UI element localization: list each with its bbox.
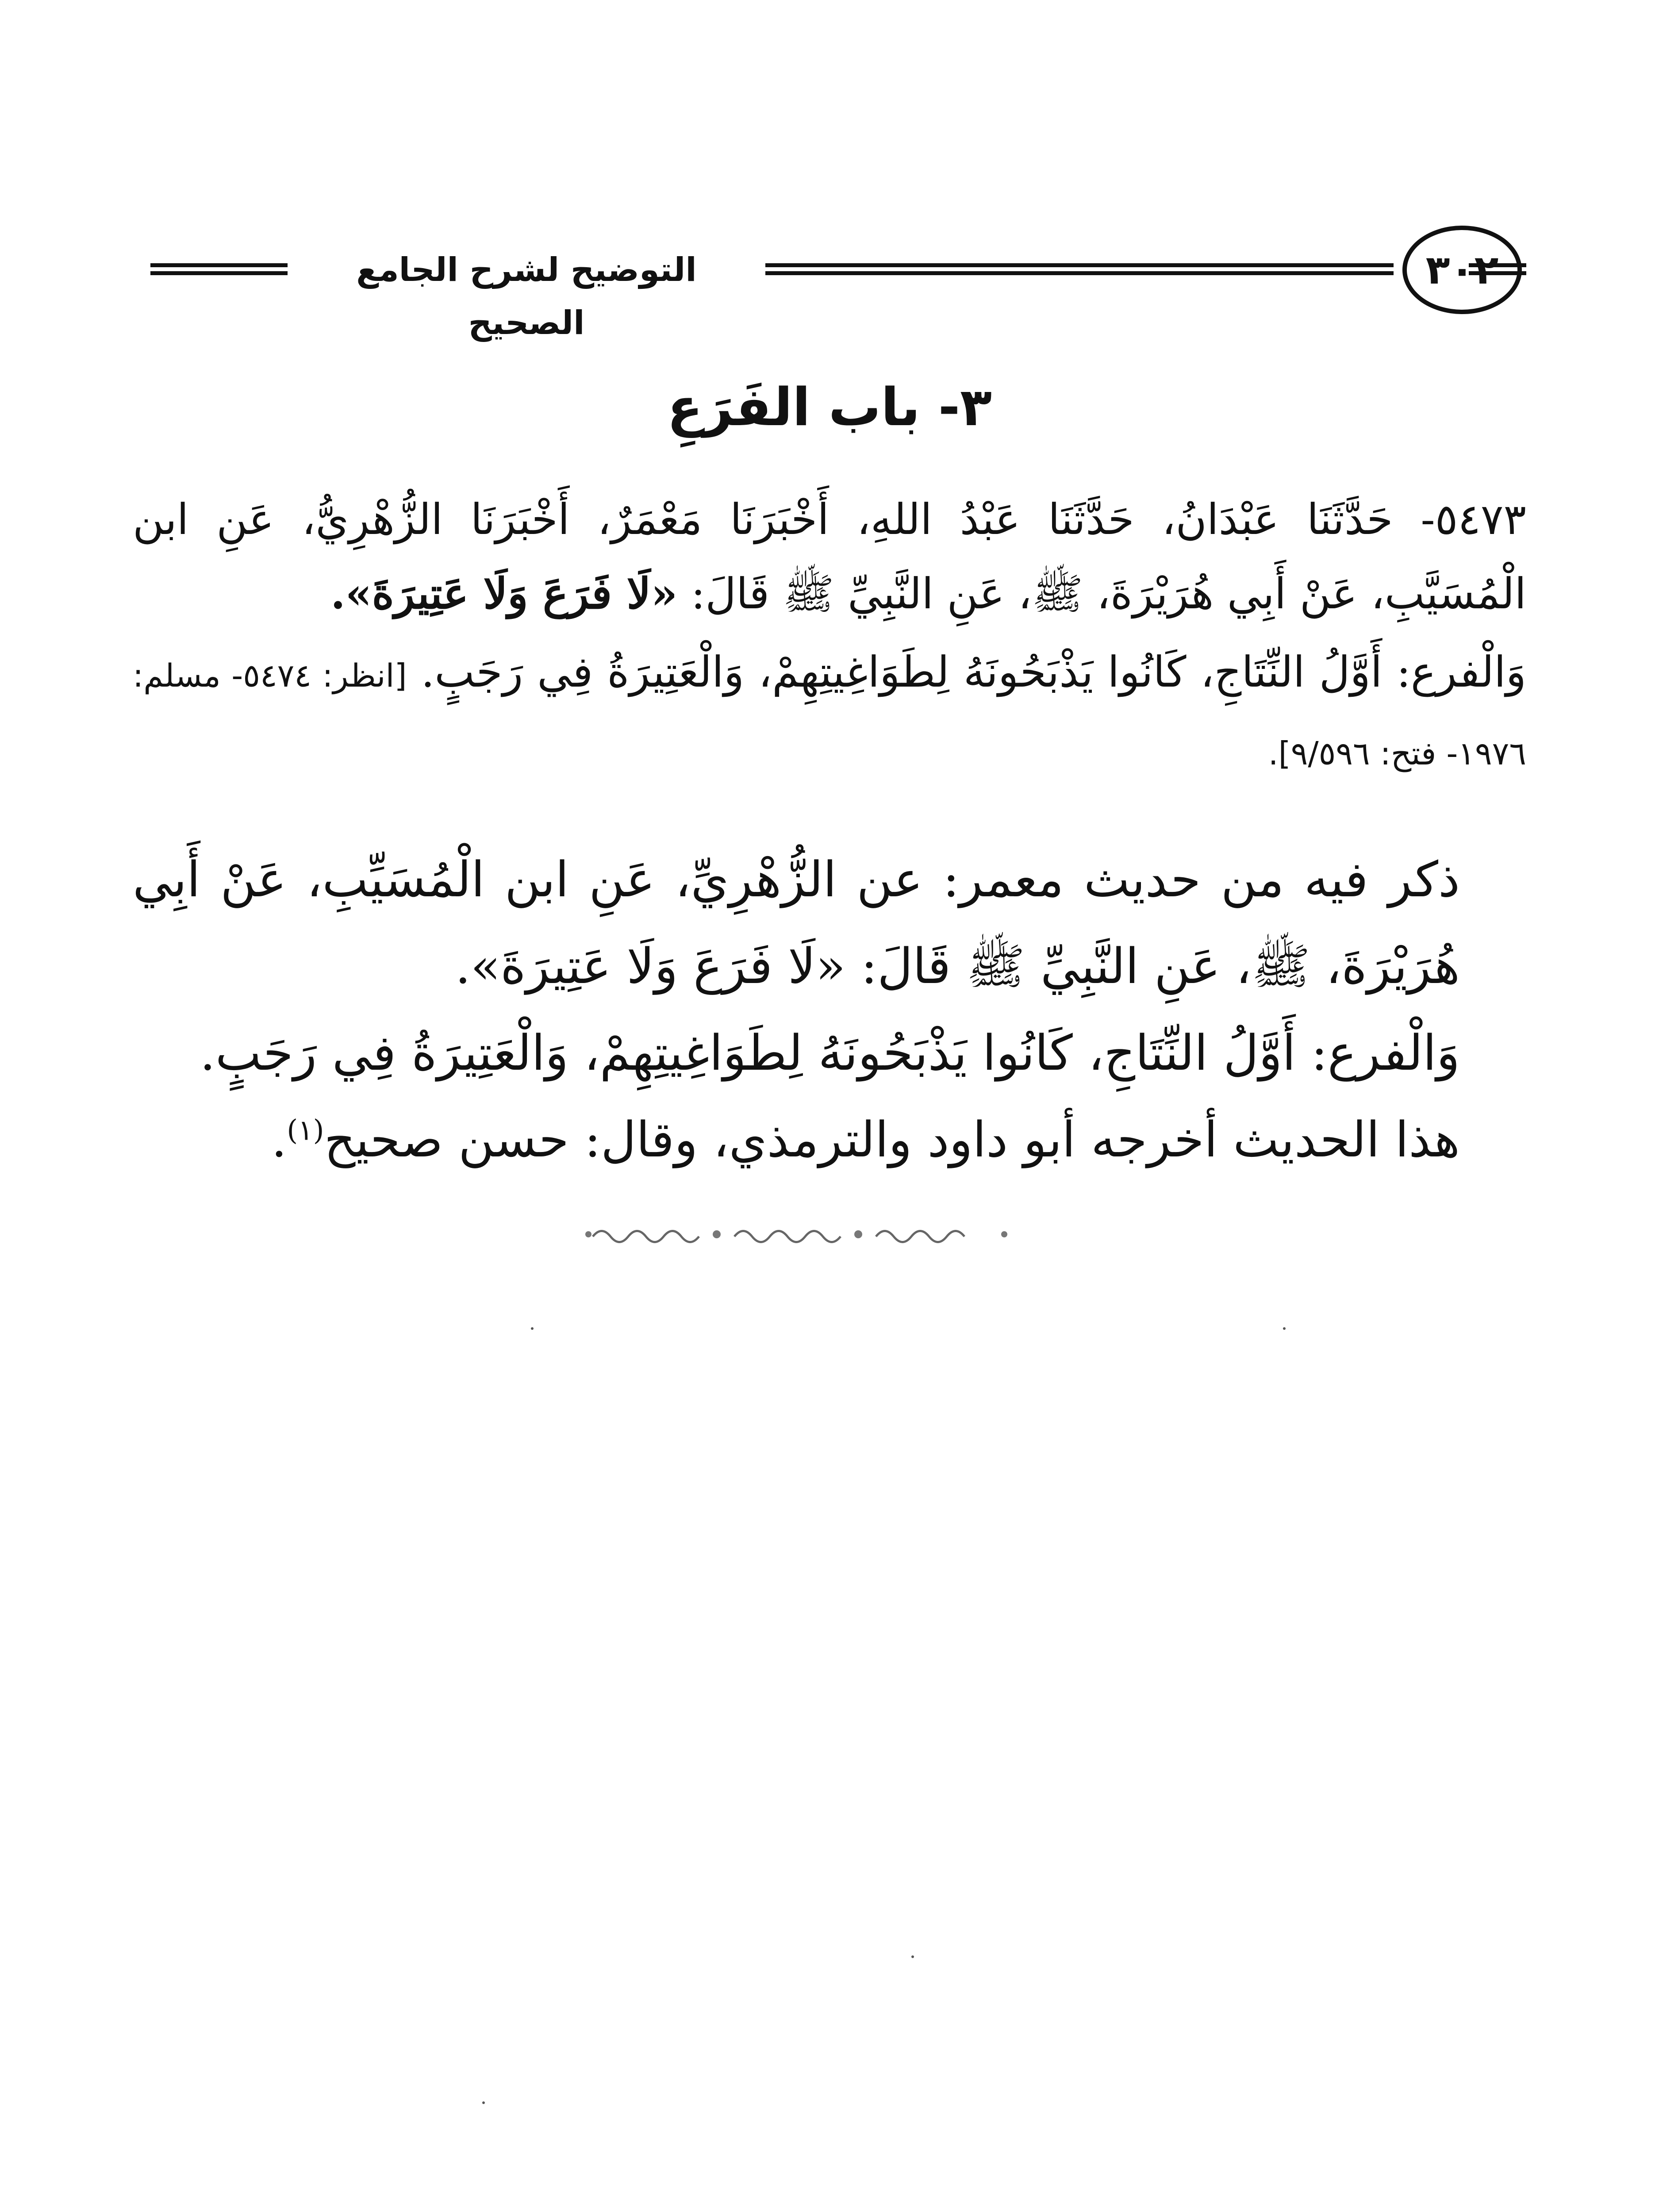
running-header xyxy=(133,226,1526,342)
hadith-gloss-paragraph xyxy=(133,635,1526,791)
header-rule-left xyxy=(150,263,288,275)
scan-speck xyxy=(531,1327,534,1330)
commentary-block xyxy=(133,836,1526,1183)
scan-speck xyxy=(1283,1327,1286,1330)
hadith-gloss: وَالْفرع: أَوَّلُ النِّتَاجِ، كَانُوا يَذْبَحُونَهُ لِطَوَاغِيتِهِمْ، وَالْعَتِيرَةُ فِي رَجَبٍ. xyxy=(421,647,1527,697)
commentary-paragraph-3 xyxy=(133,1096,1526,1183)
footnote-reference-mark: (١) xyxy=(287,1114,324,1147)
page-number: ٣٠٢ xyxy=(1425,246,1499,293)
header-rule-right xyxy=(1469,263,1526,275)
commentary-paragraph-3-text: هذا الحديث أخرجه أبو داود والترمذي، وقال: حسن صحيح xyxy=(324,1111,1460,1168)
commentary-paragraph-2: وَالْفرع: أَوَّلُ النِّتَاجِ، كَانُوا يَذْبَحُونَهُ لِطَوَاغِيتِهِمْ، وَالْعَتِيرَةُ فِي رَجَبٍ. xyxy=(200,1025,1460,1081)
hadith-gloss-block xyxy=(133,635,1526,791)
hadith-isnad: ٥٤٧٣- حَدَّثَنَا عَبْدَانُ، حَدَّثَنَا عَبْدُ اللهِ، أَخْبَرَنَا مَعْمَرٌ، أَخْبَرَنَا الزُّهْرِيُّ، عَنِ ابن الْمُسَيَّبِ، عَنْ أَبِي هُرَيْرَةَ، ﷺ، عَنِ النَّبِيِّ ﷺ قَالَ: xyxy=(133,495,1526,618)
section-divider-ornament-icon xyxy=(584,1221,1009,1248)
scan-speck xyxy=(911,1955,914,1958)
hadith-matn: «لَا فَرَعَ وَلَا عَتِيرَةَ». xyxy=(330,568,678,618)
header-rule-middle xyxy=(765,263,1394,275)
hadith-paragraph xyxy=(133,482,1526,631)
scan-speck xyxy=(482,2101,485,2104)
hadith-block xyxy=(133,482,1526,631)
commentary-paragraph-3-end: . xyxy=(271,1111,287,1168)
hadith-reference: [انظر: ٥٤٧٤- مسلم: ١٩٧٦- فتح: ٩/٥٩٦]. xyxy=(133,657,1526,772)
chapter-heading: ٣- باب الفَرَعِ xyxy=(667,376,992,438)
commentary-paragraph-1: ذكر فيه من حديث معمر: عن الزُّهْرِيِّ، عَنِ ابن الْمُسَيِّبِ، عَنْ أَبِي هُرَيْرَةَ، ﷺ، عَنِ النَّبِيِّ ﷺ قَالَ: «لَا فَرَعَ وَلَا عَتِيرَةَ». xyxy=(133,851,1460,995)
running-title: التوضيح لشرح الجامع الصحيح xyxy=(356,251,697,342)
